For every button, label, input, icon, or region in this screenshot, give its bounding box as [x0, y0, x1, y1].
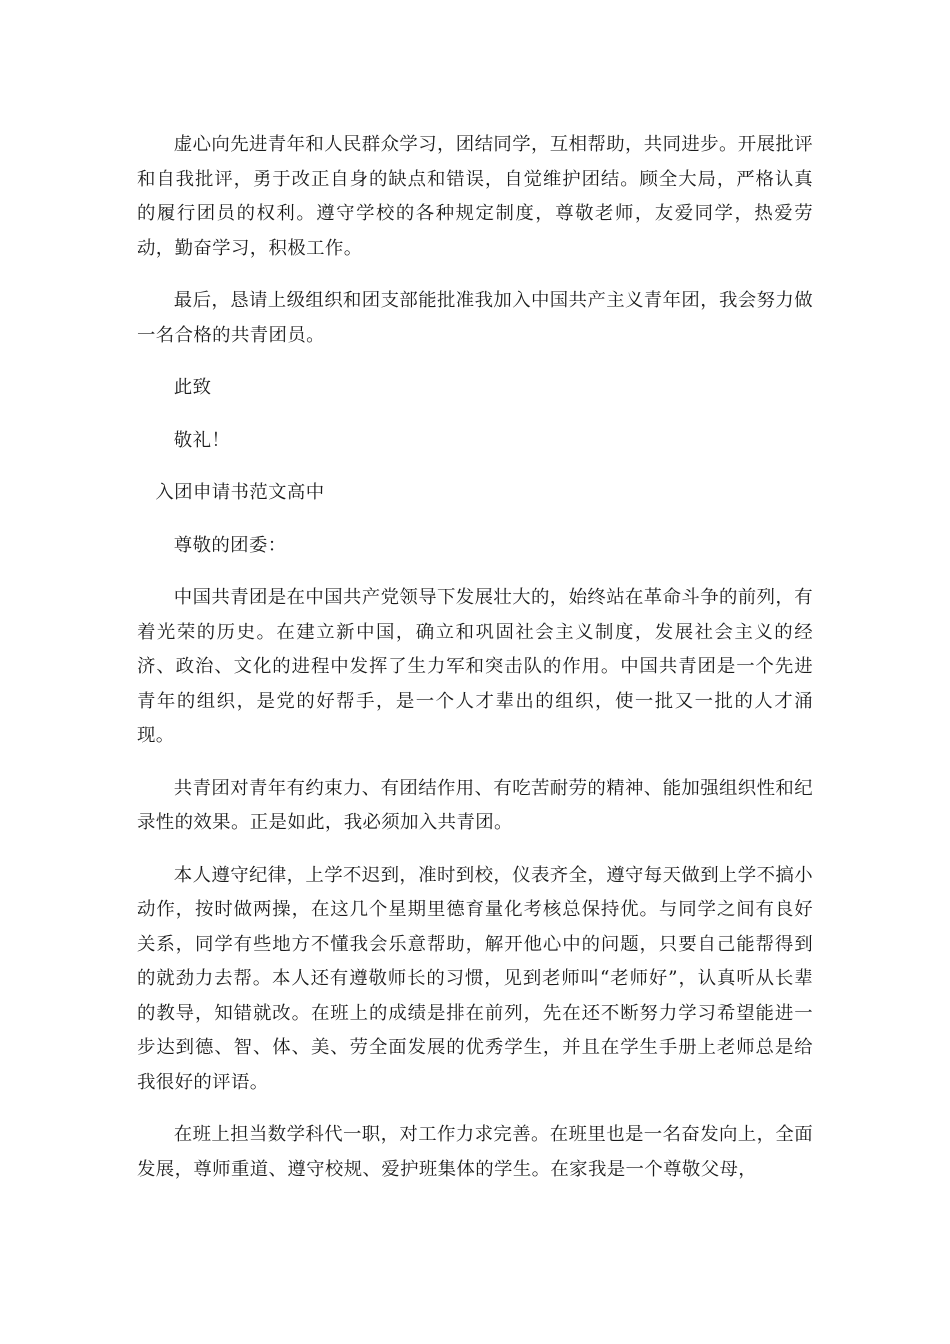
- closing-line: 此致: [173, 377, 212, 398]
- paragraph: 最后，恳请上级组织和团支部能批准我加入中国共产主义青年团，我会努力做一名合格的共青团员。: [137, 290, 813, 346]
- paragraph: 中国共青团是在中国共产党领导下发展壮大的，始终站在革命斗争的前列，有着光荣的历史。在建立新中国，确立和巩固社会主义制度，发展社会主义的经济、政治、文化的进程中发挥了生力军和突击队的作用。中国共青团是一个先进青年的组织，是党的好帮手，是一个人才辈出的组织，使一批又一批的人才涌现。: [137, 587, 813, 746]
- document-page: [137, 128, 813, 1187]
- salutation: 尊敬的团委：: [173, 534, 287, 556]
- paragraph: 共青团对青年有约束力、有团结作用、有吃苦耐劳的精神、能加强组织性和纪录性的效果。正是如此，我必须加入共青团。: [137, 777, 813, 833]
- paragraph: 在班上担当数学科代一职，对工作力求完善。在班里也是一名奋发向上，全面发展，尊师重道、遵守校规、爱护班集体的学生。在家我是一个尊敬父母，: [137, 1124, 813, 1180]
- paragraph: 虚心向先进青年和人民群众学习，团结同学，互相帮助，共同进步。开展批评和自我批评，勇于改正自身的缺点和错误，自觉维护团结。顾全大局，严格认真的履行团员的权利。遵守学校的各种规定制度，尊敬老师，友爱同学，热爱劳动，勤奋学习，积极工作。: [137, 134, 813, 259]
- section-title: 入团申请书范文高中: [155, 482, 325, 503]
- paragraph: 本人遵守纪律，上学不迟到，准时到校，仪表齐全，遵守每天做到上学不搞小动作，按时做两操，在这几个星期里德育量化考核总保持优。与同学之间有良好关系，同学有些地方不懂我会乐意帮助，解开他心中的问题，只要自己能帮得到的就劲力去帮。本人还有遵敬师长的习惯，见到老师叫“老师好”，认真听从长辈的教导，知错就改。在班上的成绩是排在前列，先在还不断努力学习希望能进一步达到德、智、体、美、劳全面发展的优秀学生，并且在学生手册上老师总是给我很好的评语。: [137, 864, 813, 1093]
- closing-salute: 敬礼！: [173, 429, 231, 451]
